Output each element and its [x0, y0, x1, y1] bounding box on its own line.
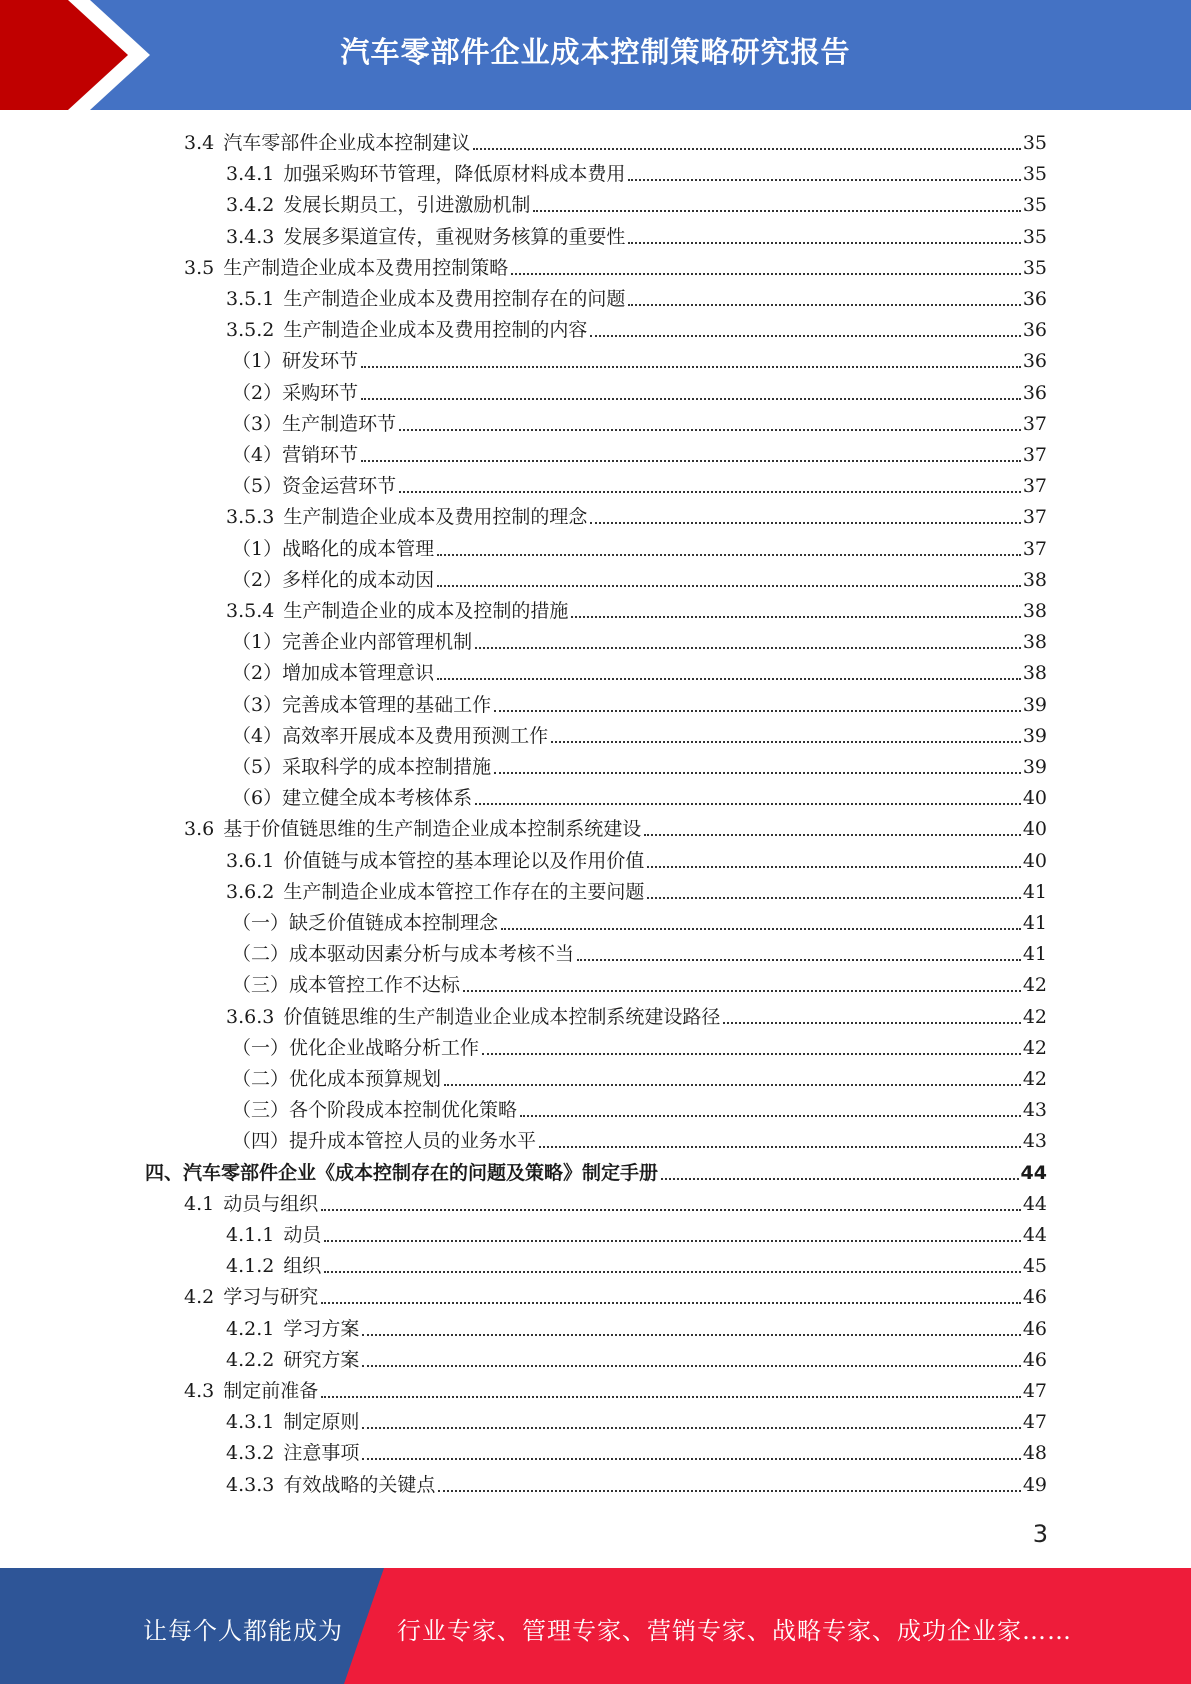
- toc-entry-title: （二）成本驱动因素分析与成本考核不当: [232, 943, 575, 966]
- toc-entry-title: （3）完善成本管理的基础工作: [232, 693, 492, 716]
- toc-entry-title: 生产制造企业成本管控工作存在的主要问题: [283, 880, 645, 903]
- toc-entry-number: 4.2.1: [226, 1317, 275, 1340]
- toc-entry-title: 生产制造企业成本及费用控制策略: [223, 256, 509, 279]
- toc-dot-leader: [399, 491, 1021, 493]
- toc-entry[interactable]: [232, 346, 1047, 377]
- toc-dot-leader: [437, 585, 1021, 587]
- toc-entry[interactable]: [226, 1314, 1047, 1345]
- toc-entry[interactable]: [232, 783, 1047, 814]
- toc-dot-leader: [647, 866, 1020, 868]
- toc-entry[interactable]: [184, 814, 1047, 845]
- toc-dot-leader: [361, 366, 1021, 368]
- toc-entry[interactable]: [226, 222, 1047, 253]
- toc-entry-page: 41: [1022, 943, 1047, 966]
- toc-entry-title: （三）各个阶段成本控制优化策略: [232, 1099, 518, 1122]
- toc-dot-leader: [723, 1022, 1020, 1024]
- toc-entry-number: 3.5.3: [226, 506, 275, 529]
- toc-entry[interactable]: [232, 908, 1047, 939]
- toc-dot-leader: [520, 1115, 1021, 1117]
- page-number: 3: [1032, 1520, 1048, 1548]
- toc-dot-leader: [551, 741, 1021, 743]
- toc-entry-page: 41: [1022, 912, 1047, 934]
- toc-entry-page: 45: [1022, 1255, 1047, 1278]
- toc-entry-title: 动员与组织: [223, 1192, 319, 1215]
- toc-dot-leader: [362, 1334, 1020, 1336]
- footer-slogan-right: 行业专家、管理专家、营销专家、战略专家、成功企业家……: [397, 1617, 1072, 1645]
- toc-dot-leader: [628, 179, 1020, 181]
- toc-entry-page: 37: [1022, 412, 1047, 435]
- toc-entry[interactable]: [226, 1470, 1047, 1501]
- toc-dot-leader: [463, 990, 1021, 992]
- toc-entry[interactable]: [232, 658, 1047, 689]
- toc-entry-title: 发展长期员工，引进激励机制: [283, 194, 531, 217]
- toc-entry[interactable]: [226, 284, 1047, 315]
- toc-entry[interactable]: [226, 1002, 1047, 1033]
- toc-entry-page: 38: [1022, 600, 1047, 622]
- toc-entry-title: 生产制造企业成本及费用控制的内容: [283, 319, 588, 342]
- toc-dot-leader: [577, 959, 1021, 961]
- toc-entry-title: （一）缺乏价值链成本控制理念: [232, 912, 499, 934]
- toc-entry-title: （2）采购环节: [232, 381, 359, 404]
- toc-entry-page: 46: [1022, 1317, 1047, 1340]
- toc-entry-page: 36: [1022, 288, 1047, 310]
- toc-dot-leader: [361, 398, 1021, 400]
- toc-entry-title: 学习方案: [283, 1317, 360, 1340]
- toc-entry[interactable]: [226, 502, 1047, 533]
- toc-entry-page: 39: [1022, 693, 1047, 716]
- toc-entry-page: 42: [1022, 1068, 1047, 1090]
- toc-entry[interactable]: [226, 1407, 1047, 1438]
- toc-entry-number: 4.1.2: [226, 1255, 275, 1278]
- toc-dot-leader: [475, 647, 1021, 649]
- toc-entry-page: 42: [1022, 1036, 1047, 1059]
- toc-entry-number: 3.4: [184, 132, 215, 154]
- toc-entry-page: 35: [1022, 163, 1047, 186]
- toc-entry-title: 生产制造企业的成本及控制的措施: [283, 600, 569, 622]
- toc-entry[interactable]: [232, 534, 1047, 565]
- toc-entry[interactable]: [226, 877, 1047, 908]
- toc-entry[interactable]: [232, 378, 1047, 409]
- toc-entry-title: （一）优化企业战略分析工作: [232, 1036, 480, 1059]
- toc-entry-title: 基于价值链思维的生产制造企业成本控制系统建设: [223, 818, 642, 841]
- toc-entry-title: 研究方案: [283, 1348, 360, 1371]
- toc-entry[interactable]: [226, 846, 1047, 877]
- toc-entry[interactable]: [226, 159, 1047, 190]
- toc-entry-number: 3.5.4: [226, 600, 275, 622]
- toc-entry[interactable]: [226, 190, 1047, 221]
- toc-entry-page: 47: [1022, 1380, 1047, 1402]
- toc-entry-title: 动员: [283, 1224, 322, 1246]
- toc-entry-title: 生产制造企业成本及费用控制存在的问题: [283, 288, 626, 310]
- toc-entry-page: 40: [1022, 787, 1047, 810]
- toc-entry-title: （1）战略化的成本管理: [232, 537, 435, 560]
- toc-entry-page: 40: [1022, 849, 1047, 872]
- toc-entry-title: （5）采取科学的成本控制措施: [232, 756, 492, 778]
- toc-entry-number: 4.2.2: [226, 1348, 275, 1371]
- toc-dot-leader: [533, 210, 1020, 212]
- toc-entry-page: 35: [1022, 256, 1047, 279]
- toc-dot-leader: [438, 1490, 1020, 1492]
- toc-entry-title: 组织: [283, 1255, 322, 1278]
- toc-dot-leader: [475, 803, 1021, 805]
- toc-entry-title: （5）资金运营环节: [232, 475, 397, 498]
- toc-dot-leader: [628, 242, 1020, 244]
- toc-entry-number: 3.6.2: [226, 880, 275, 903]
- toc-entry[interactable]: [232, 690, 1047, 721]
- toc-entry-page: 47: [1022, 1411, 1047, 1434]
- toc-entry[interactable]: [232, 721, 1047, 752]
- toc-entry-number: 3.4.3: [226, 225, 275, 248]
- toc-dot-leader: [324, 1240, 1020, 1242]
- toc-entry-page: 43: [1022, 1099, 1047, 1122]
- toc-entry-page: 35: [1022, 225, 1047, 248]
- toc-dot-leader: [571, 616, 1020, 618]
- toc-entry-page: 42: [1022, 1005, 1047, 1028]
- toc-entry[interactable]: [232, 565, 1047, 596]
- toc-dot-leader: [628, 304, 1020, 306]
- toc-entry-title: （四）提升成本管控人员的业务水平: [232, 1130, 537, 1153]
- toc-entry-title: （2）增加成本管理意识: [232, 662, 435, 685]
- toc-entry-title: （4）营销环节: [232, 444, 359, 466]
- toc-entry-page: 38: [1022, 631, 1047, 654]
- toc-entry-title: （1）研发环节: [232, 350, 359, 373]
- toc-entry-number: 4.3: [184, 1380, 215, 1402]
- toc-entry-page: 48: [1022, 1442, 1047, 1465]
- toc-entry-page: 38: [1022, 568, 1047, 591]
- toc-entry[interactable]: [184, 253, 1047, 284]
- toc-entry[interactable]: [232, 627, 1047, 658]
- toc-entry-title: 四、汽车零部件企业《成本控制存在的问题及策略》制定手册: [145, 1161, 659, 1184]
- toc-entry-page: 42: [1022, 974, 1047, 997]
- toc-dot-leader: [362, 1458, 1020, 1460]
- toc-entry-page: 40: [1022, 818, 1047, 841]
- toc-dot-leader: [590, 335, 1020, 337]
- toc-dot-leader: [494, 772, 1021, 774]
- toc-entry-title: 价值链与成本管控的基本理论以及作用价值: [283, 849, 645, 872]
- toc-entry-page: 49: [1022, 1473, 1047, 1496]
- toc-entry-number: 3.5: [184, 256, 215, 279]
- toc-entry[interactable]: [145, 1158, 1047, 1189]
- toc-entry-title: 汽车零部件企业成本控制建议: [223, 132, 471, 154]
- toc-dot-leader: [644, 834, 1021, 836]
- toc-entry-page: 37: [1022, 537, 1047, 560]
- toc-entry-title: 加强采购环节管理，降低原材料成本费用: [283, 163, 626, 186]
- toc-dot-leader: [590, 522, 1020, 524]
- toc-dot-leader: [399, 429, 1021, 431]
- toc-entry-title: 制定前准备: [223, 1380, 319, 1402]
- toc-entry[interactable]: [232, 471, 1047, 502]
- toc-dot-leader: [361, 460, 1021, 462]
- toc-entry[interactable]: [232, 1064, 1047, 1095]
- toc-entry-title: （4）高效率开展成本及费用预测工作: [232, 724, 549, 747]
- toc-entry-page: 35: [1022, 194, 1047, 217]
- toc-dot-leader: [473, 148, 1021, 150]
- toc-dot-leader: [321, 1396, 1021, 1398]
- toc-entry-title: 生产制造企业成本及费用控制的理念: [283, 506, 588, 529]
- toc-entry-page: 41: [1022, 880, 1047, 903]
- toc-entry[interactable]: [226, 596, 1047, 627]
- toc-entry-page: 44: [1020, 1161, 1047, 1184]
- toc-entry[interactable]: [184, 1189, 1047, 1220]
- toc-entry-title: 发展多渠道宣传，重视财务核算的重要性: [283, 225, 626, 248]
- toc-entry-number: 3.6: [184, 818, 215, 841]
- toc-entry-title: （三）成本管控工作不达标: [232, 974, 461, 997]
- footer-slogan-left: 让每个人都能成为: [143, 1617, 343, 1645]
- toc-dot-leader: [482, 1053, 1021, 1055]
- toc-entry-number: 4.1.1: [226, 1224, 275, 1246]
- toc-entry-page: 36: [1022, 350, 1047, 373]
- toc-entry[interactable]: [226, 1345, 1047, 1376]
- toc-entry-title: （1）完善企业内部管理机制: [232, 631, 473, 654]
- toc-entry-page: 39: [1022, 724, 1047, 747]
- toc-entry[interactable]: [232, 409, 1047, 440]
- toc-entry-page: 37: [1022, 444, 1047, 466]
- document-title: 汽车零部件企业成本控制策略研究报告: [340, 35, 851, 69]
- toc-entry[interactable]: [232, 1095, 1047, 1126]
- toc-dot-leader: [321, 1209, 1021, 1211]
- toc-entry-page: 39: [1022, 756, 1047, 778]
- toc-entry-page: 43: [1022, 1130, 1047, 1153]
- toc-entry-number: 3.4.1: [226, 163, 275, 186]
- toc-entry-number: 4.3.1: [226, 1411, 275, 1434]
- toc-entry-number: 4.3.2: [226, 1442, 275, 1465]
- toc-entry-page: 36: [1022, 381, 1047, 404]
- toc-entry-title: 学习与研究: [223, 1286, 319, 1309]
- toc-entry-page: 38: [1022, 662, 1047, 685]
- toc-entry[interactable]: [232, 440, 1047, 471]
- toc-dot-leader: [362, 1427, 1020, 1429]
- toc-dot-leader: [324, 1271, 1020, 1273]
- toc-entry-number: 4.1: [184, 1192, 215, 1215]
- toc-entry[interactable]: [226, 1438, 1047, 1469]
- toc-entry[interactable]: [232, 1126, 1047, 1157]
- toc-dot-leader: [321, 1302, 1021, 1304]
- toc-dot-leader: [501, 928, 1021, 930]
- toc-entry-page: 46: [1022, 1286, 1047, 1309]
- toc-entry-page: 37: [1022, 475, 1047, 498]
- toc-entry-number: 3.6.1: [226, 849, 275, 872]
- toc-entry-title: （2）多样化的成本动因: [232, 568, 435, 591]
- toc-entry-page: 46: [1022, 1348, 1047, 1371]
- toc-entry-title: 有效战略的关键点: [283, 1473, 436, 1496]
- toc-dot-leader: [362, 1365, 1020, 1367]
- toc-entry[interactable]: [184, 128, 1047, 159]
- toc-dot-leader: [511, 273, 1021, 275]
- toc-entry-page: 35: [1022, 132, 1047, 154]
- toc-entry-page: 36: [1022, 319, 1047, 342]
- toc-entry[interactable]: [226, 1251, 1047, 1282]
- toc-dot-leader: [661, 1178, 1019, 1180]
- toc-entry-page: 44: [1022, 1192, 1047, 1215]
- toc-dot-leader: [494, 710, 1021, 712]
- toc-entry[interactable]: [232, 752, 1047, 783]
- toc-entry-number: 3.5.2: [226, 319, 275, 342]
- toc-dot-leader: [647, 897, 1020, 899]
- toc-entry[interactable]: [184, 1376, 1047, 1407]
- toc-entry[interactable]: [226, 315, 1047, 346]
- toc-entry-number: 3.5.1: [226, 288, 275, 310]
- toc-entry-title: 价值链思维的生产制造业企业成本控制系统建设路径: [283, 1005, 721, 1028]
- toc-entry[interactable]: [232, 939, 1047, 970]
- page-footer: [0, 1568, 1191, 1684]
- toc-entry-page: 44: [1022, 1224, 1047, 1246]
- toc-entry-title: （6）建立健全成本考核体系: [232, 787, 473, 810]
- toc-dot-leader: [444, 1084, 1021, 1086]
- toc-dot-leader: [437, 554, 1021, 556]
- toc-entry-number: 3.6.3: [226, 1005, 275, 1028]
- toc-dot-leader: [437, 678, 1021, 680]
- toc-entry-title: 制定原则: [283, 1411, 360, 1434]
- toc-entry-title: （二）优化成本预算规划: [232, 1068, 442, 1090]
- toc-dot-leader: [539, 1146, 1021, 1148]
- toc-entry-number: 4.3.3: [226, 1473, 275, 1496]
- toc-entry[interactable]: [184, 1282, 1047, 1313]
- toc-entry-number: 3.4.2: [226, 194, 275, 217]
- toc-entry[interactable]: [232, 970, 1047, 1001]
- toc-entry[interactable]: [226, 1220, 1047, 1251]
- toc-entry-title: （3）生产制造环节: [232, 412, 397, 435]
- toc-entry-number: 4.2: [184, 1286, 215, 1309]
- toc-entry[interactable]: [232, 1033, 1047, 1064]
- toc-entry-page: 37: [1022, 506, 1047, 529]
- page-header: [0, 0, 1191, 110]
- toc-entry-title: 注意事项: [283, 1442, 360, 1465]
